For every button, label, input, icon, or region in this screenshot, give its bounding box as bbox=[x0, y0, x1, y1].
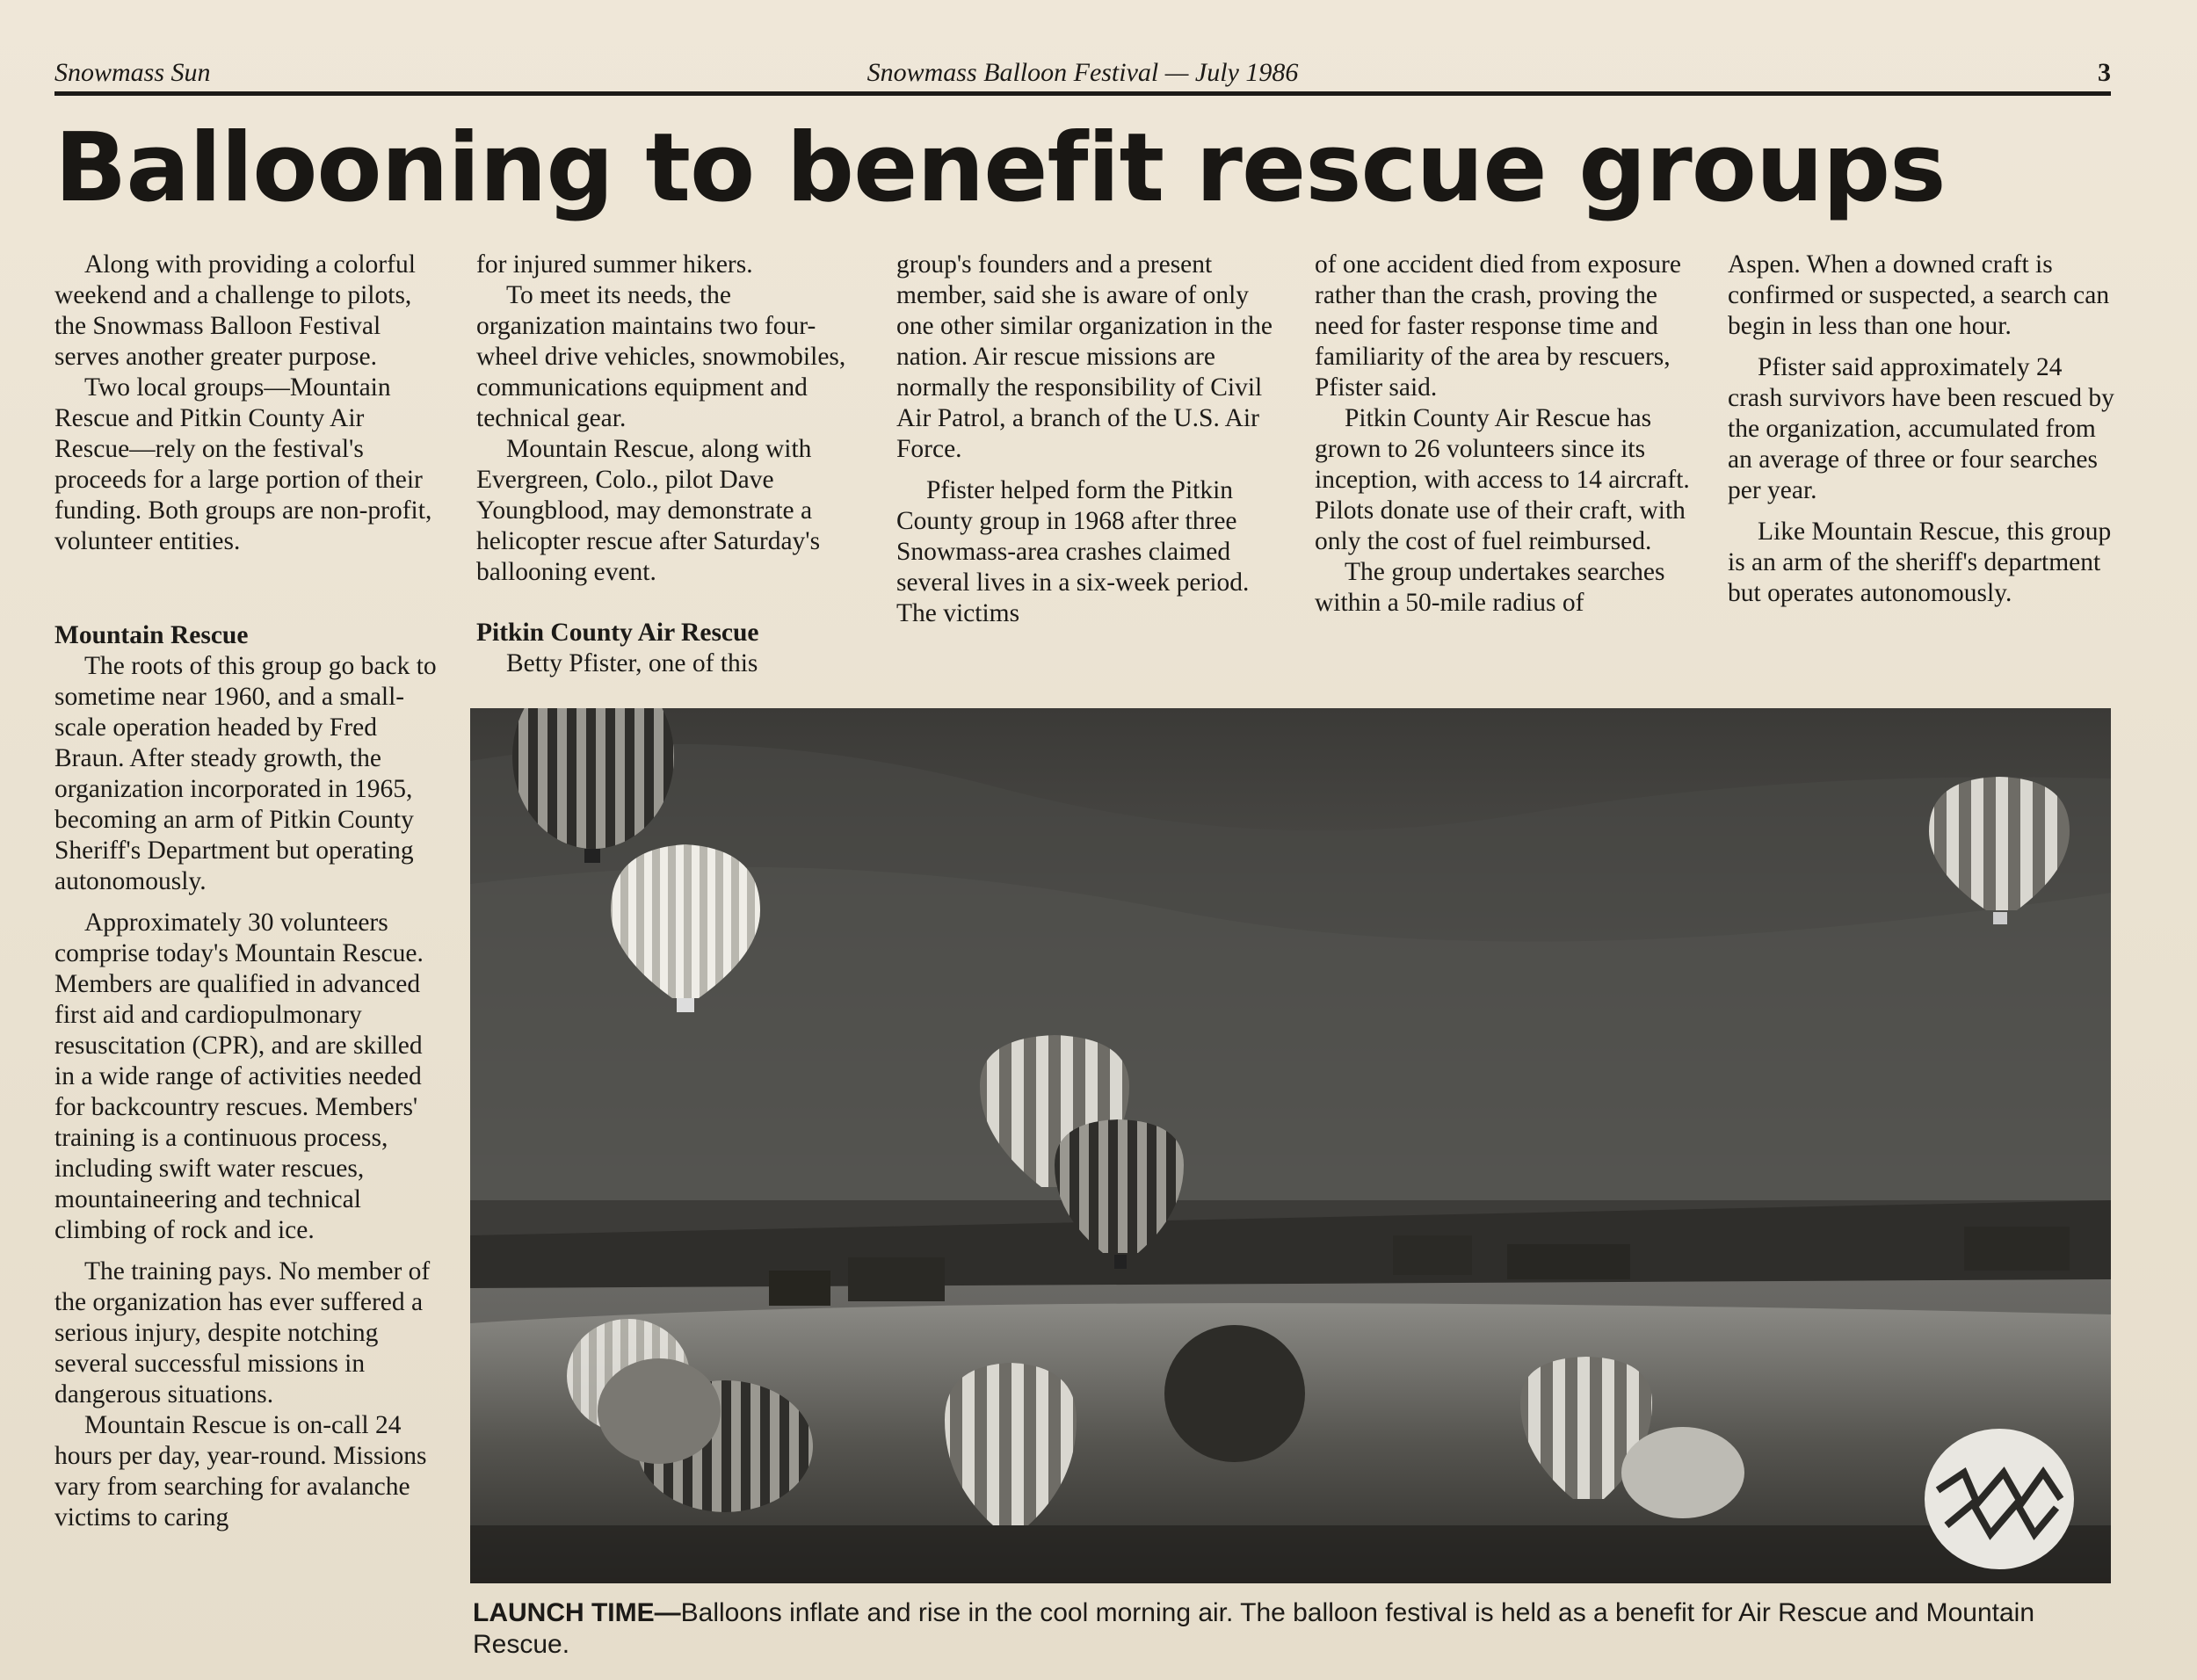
paragraph: Betty Pfister, one of this bbox=[506, 649, 758, 677]
paragraph: Approximately 30 volunteers comprise today's Mountain Rescue. Members are qualified in advanced first aid and cardiopulmonary resuscitation (CPR), and are skilled in a wide range of activities needed for backcountry rescues. Members' training is a continuous process, including swift water rescues, mountaineering and technical climbing of rock and ice. bbox=[54, 909, 424, 1244]
column-1 bbox=[54, 250, 441, 557]
column-4 bbox=[1315, 250, 1701, 619]
paragraph: The training pays. No member of the organization has ever suffered a serious injury, despite notching several successful missions in dangerous situations. bbox=[54, 1257, 431, 1408]
column-2 bbox=[476, 250, 863, 679]
paragraph: Mountain Rescue is on-call 24 hours per day, year-round. Missions vary from searching for avalanche victims to caring bbox=[54, 1411, 427, 1532]
paragraph: Along with providing a colorful weekend and a challenge to pilots, the Snowmass Balloon Festival serves another greater purpose. bbox=[54, 250, 416, 371]
publication-name: Snowmass Sun bbox=[54, 58, 211, 87]
subhead-mountain-rescue: Mountain Rescue bbox=[54, 621, 249, 649]
caption-lead: LAUNCH TIME— bbox=[473, 1598, 681, 1627]
paragraph: group's founders and a present member, said she is aware of only one other similar organization in the nation. Air rescue missions are normally the responsibility of Civil Air Patrol, a branch of the U.S. Air Force. bbox=[896, 250, 1273, 463]
column-5 bbox=[1728, 250, 2114, 609]
paragraph: Pfister helped form the Pitkin County group in 1968 after three Snowmass-area crashes claimed several lives in a six-week period. The victims bbox=[896, 476, 1250, 627]
balloon-photo-illustration bbox=[470, 708, 2111, 1583]
paragraph: Aspen. When a downed craft is confirmed or suspected, a search can begin in less than one hour. bbox=[1728, 250, 2110, 340]
caption-text: Balloons inflate and rise in the cool morning air. The balloon festival is held as a benefit for Air Rescue and Mountain Rescue. bbox=[473, 1598, 2035, 1659]
paragraph: The group undertakes searches within a 50-mile radius of bbox=[1315, 558, 1665, 617]
page-number: 3 bbox=[2098, 58, 2111, 87]
paragraph: Pfister said approximately 24 crash survivors have been rescued by the organization, accumulated from an average of three or four searches per year. bbox=[1728, 353, 2114, 504]
paragraph: Pitkin County Air Rescue has grown to 26 volunteers since its inception, with access to 14 aircraft. Pilots donate use of their craft, with only the cost of fuel reimbursed. bbox=[1315, 404, 1690, 555]
header-rule bbox=[54, 91, 2111, 96]
paragraph: To meet its needs, the organization maintains two four-wheel drive vehicles, snowmobiles, communications equipment and technical gear. bbox=[476, 281, 846, 432]
column-3 bbox=[896, 250, 1283, 629]
running-head bbox=[54, 54, 2111, 93]
paragraph: for injured summer hikers. bbox=[476, 250, 753, 279]
headline: Ballooning to benefit rescue groups bbox=[54, 113, 1946, 223]
column-1-continued bbox=[54, 620, 441, 1533]
paragraph: Mountain Rescue, along with Evergreen, Colo., pilot Dave Youngblood, may demonstrate a helicopter rescue after Saturday's ballooning event. bbox=[476, 435, 821, 586]
subhead-air-rescue: Pitkin County Air Rescue bbox=[476, 619, 759, 647]
paragraph: Like Mountain Rescue, this group is an arm of the sheriff's department but operates autonomously. bbox=[1728, 518, 2112, 607]
paragraph: Two local groups—Mountain Rescue and Pitkin County Air Rescue—rely on the festival's proceeds for a large portion of their funding. Both groups are non-profit, volunteer entities. bbox=[54, 373, 432, 555]
paragraph: The roots of this group go back to sometime near 1960, and a small-scale operation headed by Fred Braun. After steady growth, the organization incorporated in 1965, becoming an arm of Pitkin County Sheriff's Department but operating autonomously. bbox=[54, 652, 437, 895]
paragraph: of one accident died from exposure rather than the crash, proving the need for faster response time and familiarity of the area by rescuers, Pfister said. bbox=[1315, 250, 1681, 402]
balloon-photo bbox=[470, 708, 2111, 1583]
photo-caption bbox=[473, 1597, 2116, 1661]
section-title: Snowmass Balloon Festival — July 1986 bbox=[866, 58, 1299, 87]
